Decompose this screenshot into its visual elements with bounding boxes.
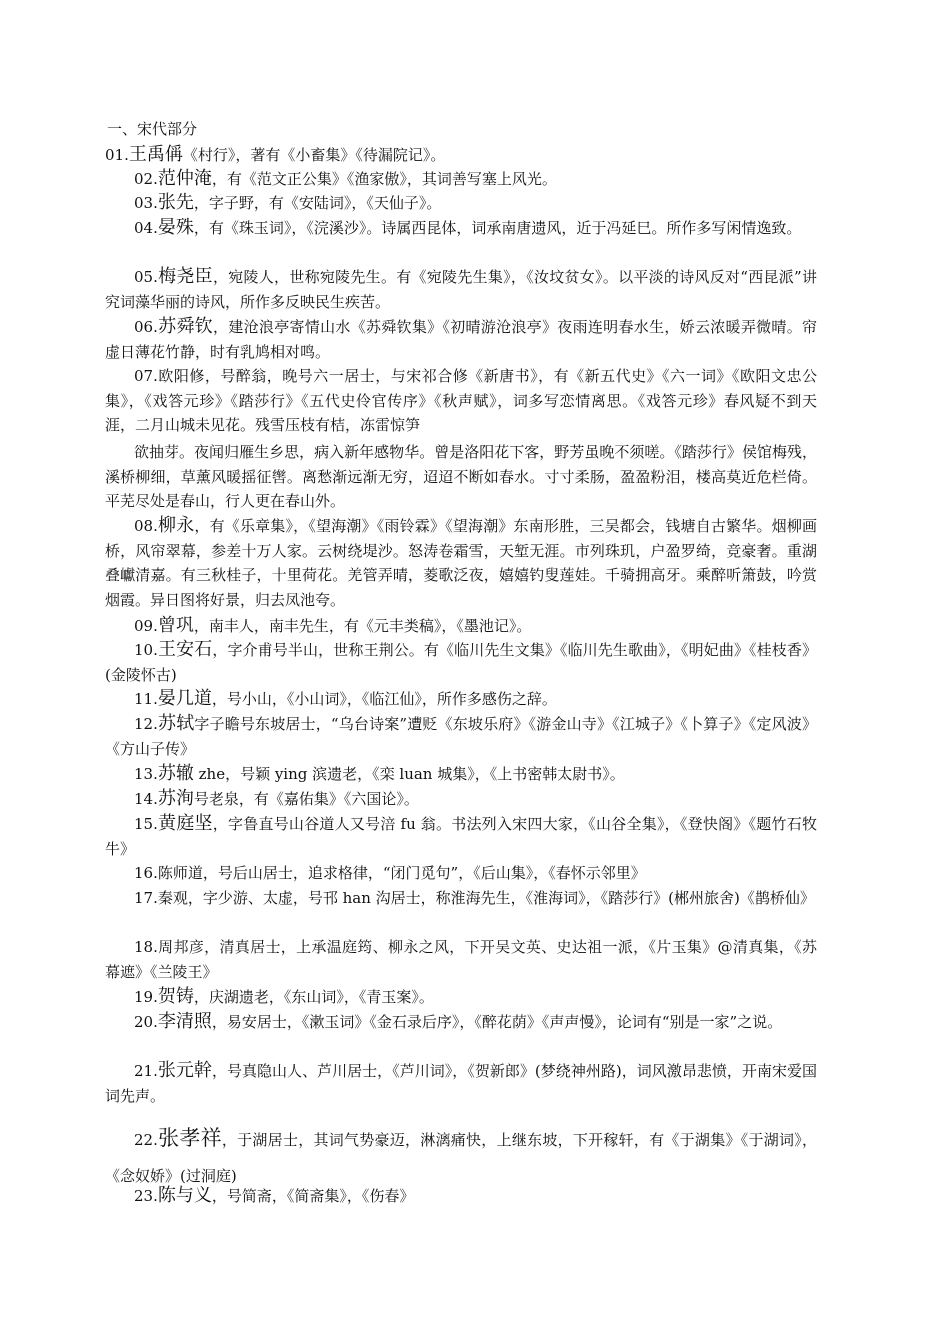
poet-entry (105, 812, 817, 861)
entry-text: ，庆湖遗老，《东山词》，《青玉案》。 (193, 988, 434, 1006)
poet-entry (105, 985, 817, 1010)
entry-number: 21. (134, 1062, 158, 1080)
entry-text: ，号简斋，《简斋集》，《伤春》 (211, 1187, 415, 1205)
poet-entry (105, 712, 817, 761)
poet-entry (105, 265, 817, 314)
poet-name: 张先 (157, 192, 194, 213)
poet-entry (105, 143, 817, 168)
poet-name: 苏舜钦 (157, 316, 214, 337)
poet-entry (105, 935, 817, 984)
poet-entry (105, 762, 817, 787)
entry-number: 14. (134, 790, 158, 808)
poet-name: 苏轼 (157, 713, 195, 734)
entry-text: 号老泉，有《嘉佑集》《六国论》。 (193, 790, 419, 808)
poet-entry (105, 216, 817, 241)
entry-number: 18. (134, 938, 158, 956)
poet-entry (105, 514, 817, 612)
poet-entry (105, 787, 817, 812)
section-title: 一、宋代部分 (107, 120, 198, 138)
entry-text: ，字子野，有《安陆词》，《天仙子》。 (193, 194, 442, 212)
entry-number: 11. (134, 690, 158, 708)
poet-entry (105, 1184, 817, 1209)
poet-entry (105, 1010, 817, 1035)
poet-name: 贺铸 (157, 986, 194, 1007)
poet-name: 陈师道 (157, 864, 203, 882)
entry-text: ，有《珠玉词》，《浣溪沙》。诗属西昆体，词承南唐遗风，近于冯延巳。所作多写闲情逸致。 (193, 219, 802, 237)
entry-text: 欲抽芽。夜闻归雁生乡思，病入新年感物华。曾是洛阳花下客，野芳虽晚不须嗟。《踏莎行》侯馆梅残，溪桥柳细，草薰风暖摇征辔。离愁渐远渐无穷，迢迢不断如春水。寸寸柔肠，盈盈粉泪，楼高莫近危栏倚。平芜尽处是春山，行人更在春山外。 (105, 443, 817, 510)
entry-number: 02. (134, 170, 158, 188)
entry-text: ，号醉翁，晚号六一居士，与宋祁合修《新唐书》，有《新五代史》《六一词》《欧阳文忠公集》，《戏答元珍》《踏莎行》《五代史伶官传序》《秋声赋》，词多写恋情离思。《戏答元珍》春风疑不到天涯，二月山城未见花。残雪压枝有桔，冻雷惊笋 (105, 367, 817, 434)
poet-entry (105, 364, 817, 438)
entry-text: 《村行》，著有《小畜集》《待漏院记》。 (182, 146, 446, 164)
poet-name: 苏洵 (157, 788, 194, 809)
entry-text: ，建沧浪亭寄情山水《苏舜钦集》《初晴游沧浪亭》夜雨连明春水生，娇云浓暖弄微晴。帘虚日薄花竹静，时有乳鸠相对鸣。 (105, 318, 818, 361)
entry-text: ，号小山，《小山词》，《临江仙》，所作多感伤之辞。 (211, 690, 557, 708)
poet-name: 张元幹 (157, 1060, 212, 1081)
entry-number: 13. (134, 765, 158, 783)
entry-text: ，号真隐山人、芦川居士，《芦川词》，《贺新郎》(梦绕神州路)，词风激昂悲愤，开南宋爱国词先声。 (105, 1062, 818, 1105)
entry-text: 字子瞻号东坡居士，“乌台诗案”遭贬《东坡乐府》《游金山寺》《江城子》《卜算子》《定风波》《方山子传》 (105, 715, 818, 758)
entry-number: 10. (134, 641, 158, 659)
entry-number: 16. (134, 864, 158, 882)
entry-text: ，字鲁直号山谷道人又号涪 fu 翁。书法列入宋四大家，《山谷全集》，《登快阁》《题竹石牧牛》 (105, 815, 817, 858)
poet-entry (105, 638, 817, 687)
poet-entry (105, 687, 817, 712)
entry-text: ，宛陵人，世称宛陵先生。有《宛陵先生集》，《汝坟贫女》。以平淡的诗风反对“西昆派”讲究词藻华丽的诗风，所作多反映民生疾苦。 (105, 268, 817, 311)
poet-name: 李清照 (157, 1011, 212, 1032)
entry-number: 22. (134, 1131, 158, 1149)
poem-continuation (105, 440, 817, 514)
entry-number: 01. (105, 146, 129, 164)
poet-name: 梅尧臣 (157, 266, 213, 287)
poet-entry (105, 315, 817, 364)
entry-text: ，南丰人，南丰先生，有《元丰类稿》，《墨池记》。 (193, 617, 532, 635)
poet-name: 王禹偁 (128, 144, 183, 165)
poet-name: 柳永 (157, 515, 195, 536)
poet-name: 陈与义 (157, 1185, 212, 1206)
entry-text: ，易安居士，《漱玉词》《金石录后序》，《醉花荫》《声声慢》，论词有“别是一家”之说。 (211, 1013, 783, 1031)
entry-text: ，有《乐章集》，《望海潮》《雨铃霖》《望海潮》东南形胜，三吴都会，钱塘自古繁华。烟柳画桥，风帘翠幕，参差十万人家。云树绕堤沙。怒涛卷霜雪，天堑无涯。市列珠玑，户盈罗绮，竞豪奢。重湖叠巘清嘉。有三秋桂子，十里荷花。羌管弄晴，菱歌泛夜，嬉嬉钓叟莲娃。千骑拥高牙。乘醉听箫鼓，吟赏烟霞。异日图将好景，归去凤池夸。 (105, 517, 817, 609)
entry-number: 20. (134, 1013, 158, 1031)
poet-name: 秦观 (157, 889, 188, 907)
entry-text: ，清真居士，上承温庭筠、柳永之风，下开吴文英、史达祖一派，《片玉集》@清真集，《苏幕遮》《兰陵王》 (105, 938, 817, 981)
entry-text: ，有《范文正公集》《渔家傲》，其词善写塞上风光。 (211, 170, 557, 188)
entry-text: ，字少游、太虚，号邗 han 沟居士，称淮海先生，《淮海词》，《踏莎行》(郴州旅舍)《鹊桥仙》 (187, 889, 815, 907)
poet-name: 王安石 (157, 639, 213, 660)
poet-entry (105, 167, 817, 192)
poet-entry (105, 191, 817, 216)
entry-number: 06. (134, 318, 158, 336)
poet-name: 晏几道 (157, 688, 212, 709)
entry-text: ，于湖居士，其词气势豪迈，淋漓痛快，上继东坡，下开稼轩，有《于湖集》《于湖词》，《念奴娇》(过洞庭) (105, 1131, 818, 1185)
poet-entry (105, 861, 817, 886)
poet-name: 范仲淹 (157, 168, 212, 189)
entry-number: 12. (134, 715, 158, 733)
poet-entry (105, 1059, 817, 1108)
poet-name: 苏辙 (157, 763, 194, 784)
poet-name: 晏殊 (157, 217, 194, 238)
entry-text: ，字介甫号半山，世称王荆公。有《临川先生文集》《临川先生歌曲》，《明妃曲》《桂枝香》(金陵怀古) (105, 641, 818, 684)
poet-name: 黄庭坚 (157, 813, 213, 834)
poet-entry (105, 1120, 817, 1194)
entry-number: 07. (134, 367, 158, 385)
entry-number: 08. (134, 517, 158, 535)
poet-name: 曾巩 (157, 615, 194, 636)
entry-number: 23. (134, 1187, 158, 1205)
entry-number: 17. (134, 889, 158, 907)
entry-text: ，号后山居士，追求格律，“闭门觅句”，《后山集》，《春怀示邻里》 (202, 864, 646, 882)
entry-number: 04. (134, 219, 158, 237)
entry-text: zhe，号颖 ying 滨遗老，《栾 luan 城集》，《上书密韩太尉书》。 (193, 765, 625, 783)
entry-number: 09. (134, 617, 158, 635)
entry-number: 03. (134, 194, 158, 212)
poet-name: 欧阳修 (157, 367, 205, 385)
entry-number: 15. (134, 815, 158, 833)
entry-number: 19. (134, 988, 158, 1006)
entry-number: 05. (134, 268, 158, 286)
poet-entry (105, 886, 817, 911)
poet-name: 周邦彦 (157, 938, 205, 956)
poet-name: 张孝祥 (157, 1126, 222, 1150)
poet-entry (105, 614, 817, 639)
